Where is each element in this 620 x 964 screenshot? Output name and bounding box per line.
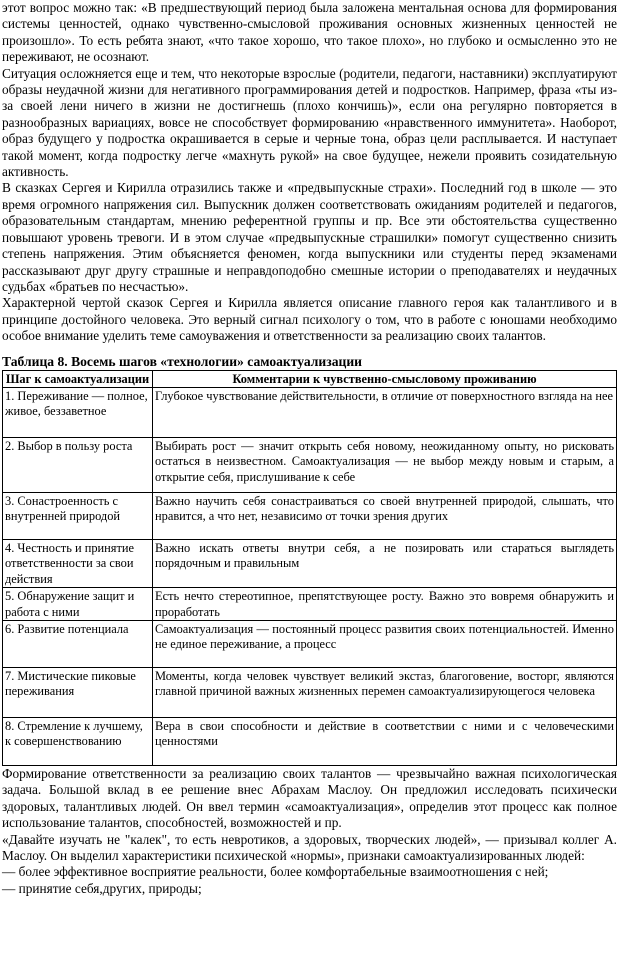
comment-cell: Вера в свои способности и действие в соответствии с ними и с человеческими ценностями: [153, 717, 617, 765]
list-item: — принятие себя,других, природы;: [2, 880, 202, 896]
comment-cell: Моменты, когда человек чувствует великий экстаз, благоговение, восторг, являются главной причиной важных жизненных перемен самоактуализирующегося человека: [153, 667, 617, 717]
comment-cell: Важно научить себя сонастраиваться со своей внутренней природой, слышать, что нравится, а что нет, независимо от точки зрения других: [153, 492, 617, 539]
step-cell: 2. Выбор в пользу роста: [3, 437, 153, 492]
comment-cell: Есть нечто стереотипное, препятствующее росту. Важно это вовремя обнаружить и проработать: [153, 588, 617, 621]
paragraph-fears: В сказках Сергея и Кирилла отразились также и «предвыпускные страхи». Последний год в школе — это время огромного напряжения сил. Выпускник должен соответствовать ожиданиям родителей и педагогов, образовательным стандартам, мнению референтной группы и пр. Все эти обстоятельства существенно повышают уровень тревоги. И в этом случае «предвыпускные страшилки» помогут существенно снизить степень напряжения. Этим объясняется феномен, когда выпускники или студенты перед экзаменами рассказывают друг другу страшные и неправдоподобно смешные истории о преподавателях и неудачных судьбах «братьев по несчастью».: [2, 180, 617, 294]
table-row: [3, 717, 617, 765]
comment-cell: Выбирать рост — значит открыть себя новому, неожиданному опыту, но рисковать остаться в неизвестном. Самоактуализация — не выбор между новым и старым, а открытие себя, прислушивание к себе: [153, 437, 617, 492]
step-cell: 5. Обнаружение защит и работа с ними: [3, 588, 153, 621]
paragraph-maslow: Формирование ответственности за реализацию своих талантов — чрезвычайно важная психологическая задача. Большой вклад в ее решение внес Абрахам Маслоу. Он предложил исследовать психически здоровых, талантливых людей. Он ввел термин «самоактуализация», определив этот процесс как полное использование талантов, способностей, возможностей и пр.: [2, 765, 617, 831]
table-row: [3, 667, 617, 717]
step-cell: 4. Честность и принятие ответственности за свои действия: [3, 539, 153, 587]
header-step: Шаг к самоактуализации: [3, 370, 153, 387]
list-item: — более эффективное восприятие реальности, более комфортабельные взаимоотношения с ней;: [2, 864, 549, 880]
paragraph-quote: «Давайте изучать не "калек", то есть невротиков, а здоровых, творческих людей», — призывал коллег А. Маслоу. Он выделил характеристики психической «нормы», признаки самоактуализированных людей:: [2, 831, 617, 863]
table-row: [3, 437, 617, 492]
comment-cell: Глубокое чувствование действительности, в отличие от поверхностного взгляда на нее: [153, 387, 617, 437]
table-row: [3, 492, 617, 539]
step-cell: 8. Стремление к лучшему, к совершенствованию: [3, 717, 153, 765]
step-cell: 3. Сонастроенность с внутренней природой: [3, 492, 153, 539]
table-row: [3, 588, 617, 621]
comment-cell: Важно искать ответы внутри себя, а не позировать или стараться выглядеть порядочным и правильным: [153, 539, 617, 587]
table-row: [3, 539, 617, 587]
paragraph-situation: Ситуация осложняется еще и тем, что некоторые взрослые (родители, педагоги, наставники) эксплуатируют образы неудачной жизни для негативного программирования детей и подростков. Например, фраза «ты из-за своей лени ничего в жизни не достигнешь (плохо кончишь)», если она регулярно повторяется в разнообразных вариациях, вовсе не способствует формированию «нравственного иммунитета». Наоборот, образ будущего у подростка окрашивается в серые и черные тона, образ цели расплывается. И наступает такой момент, когда подростку легче «махнуть рукой» на свое будущее, нежели проявить созидательную активность.: [2, 65, 617, 180]
header-comment: Комментарии к чувственно-смысловому проживанию: [153, 370, 617, 387]
steps-table: [2, 370, 617, 766]
table-header-row: [3, 370, 617, 387]
step-cell: 6. Развитие потенциала: [3, 620, 153, 667]
paragraph-intro: этот вопрос можно так: «В предшествующий период была заложена ментальная основа для формирования системы ценностей, однако чувственно-смысловой проживания основных жизненных ценностей не произошло». То есть ребята знают, «что такое хорошо, что такое плохо», но глубоко и осмысленно это не переживают, не осознают.: [2, 0, 617, 65]
step-cell: 7. Мистические пиковые переживания: [3, 667, 153, 717]
comment-cell: Самоактуализация — постоянный процесс развития своих потенциальностей. Именно не единое переживание, а процесс: [153, 620, 617, 667]
table-row: [3, 620, 617, 667]
table-row: [3, 387, 617, 437]
table-title: Таблица 8. Восемь шагов «технологии» самоактуализации: [2, 353, 363, 369]
step-cell: 1. Переживание — полное, живое, беззаветное: [3, 387, 153, 437]
paragraph-heroes: Характерной чертой сказок Сергея и Кирилла является описание главного героя как талантливого и в принципе достойного человека. Это верный сигнал психологу о том, что в работе с юношами необходимо особое внимание уделить теме самоуважения и ответственности за реализацию своих талантов.: [2, 295, 617, 344]
